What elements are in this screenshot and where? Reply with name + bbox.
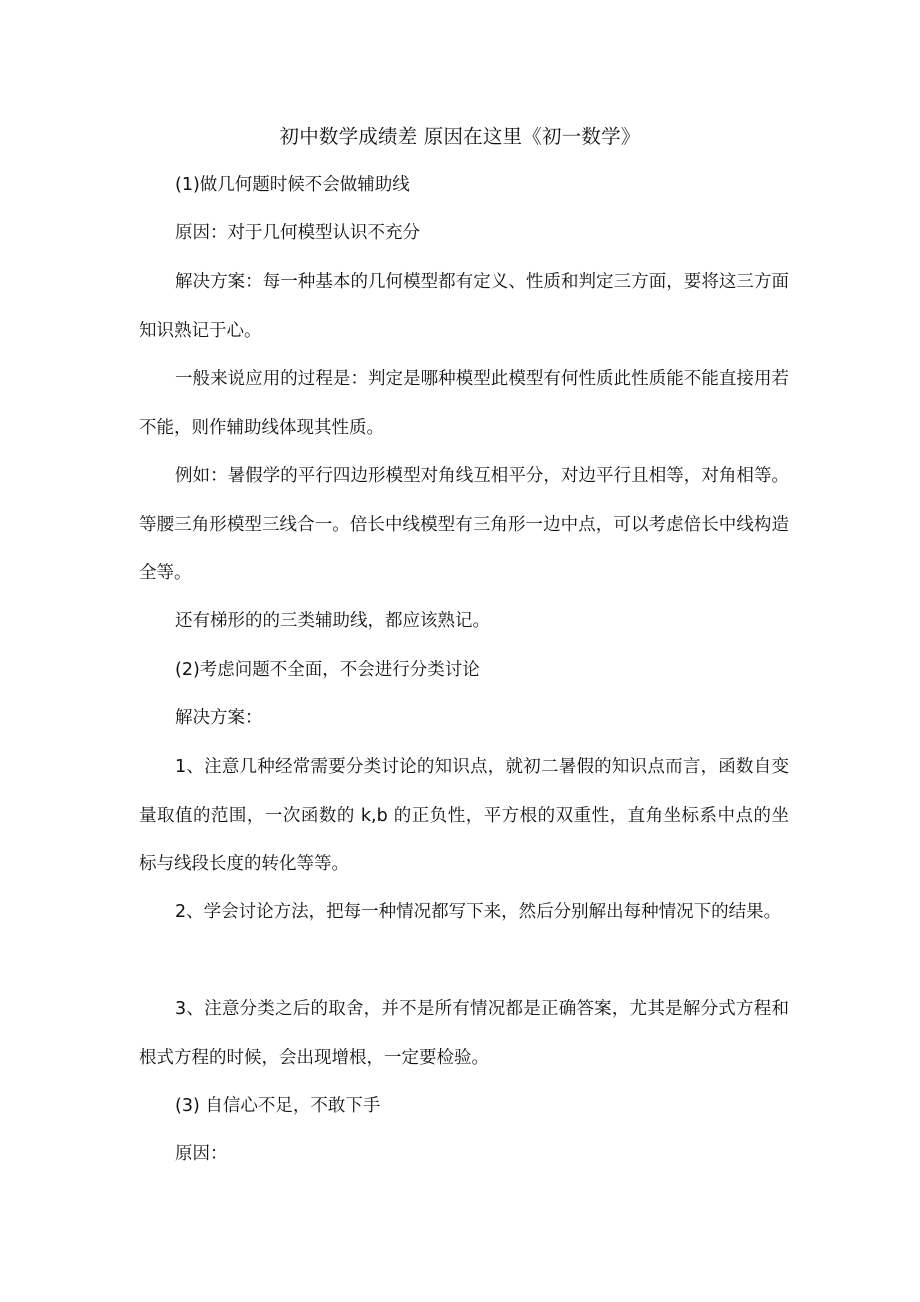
document-title: 初中数学成绩差 原因在这里《初一数学》 [279, 125, 641, 148]
paragraph-q2-point-3: 3、注意分类之后的取舍，并不是所有情况都是正确答案，尤其是解分式方程和根式方程的时候，会出现增根，一定要检验。 [139, 999, 789, 1068]
paragraph-q3-heading: (3) 自信心不足，不敢下手 [175, 1096, 381, 1116]
paragraph-q1-trapezoid: 还有梯形的的三类辅助线，都应该熟记。 [175, 611, 490, 631]
paragraph-q1-example: 例如：暑假学的平行四边形模型对角线互相平分，对边平行且相等，对角相等。等腰三角形模型三线合一。倍长中线模型有三角形一边中点，可以考虑倍长中线构造全等。 [139, 466, 789, 583]
paragraph-q1-reason: 原因：对于几何模型认识不充分 [175, 223, 420, 243]
paragraph-q2-solution-label: 解决方案： [175, 708, 263, 728]
paragraph-q1-heading: (1)做几何题时候不会做辅助线 [175, 175, 410, 195]
paragraph-q3-reason: 原因： [175, 1144, 228, 1164]
paragraph-q2-point-1: 1、注意几种经常需要分类讨论的知识点，就初二暑假的知识点而言，函数自变量取值的范围，一次函数的 k,b 的正负性，平方根的双重性，直角坐标系中点的坐标与线段长度的转化等等。 [139, 757, 789, 874]
paragraph-q2-point-2: 2、学会讨论方法，把每一种情况都写下来，然后分别解出每种情况下的结果。 [175, 902, 782, 922]
paragraph-q1-solution: 解决方案：每一种基本的几何模型都有定义、性质和判定三方面，要将这三方面知识熟记于心。 [139, 272, 789, 341]
paragraph-q2-heading: (2)考虑问题不全面，不会进行分类讨论 [175, 660, 480, 680]
paragraph-q1-application: 一般来说应用的过程是：判定是哪种模型此模型有何性质此性质能不能直接用若不能，则作辅助线体现其性质。 [139, 369, 789, 438]
